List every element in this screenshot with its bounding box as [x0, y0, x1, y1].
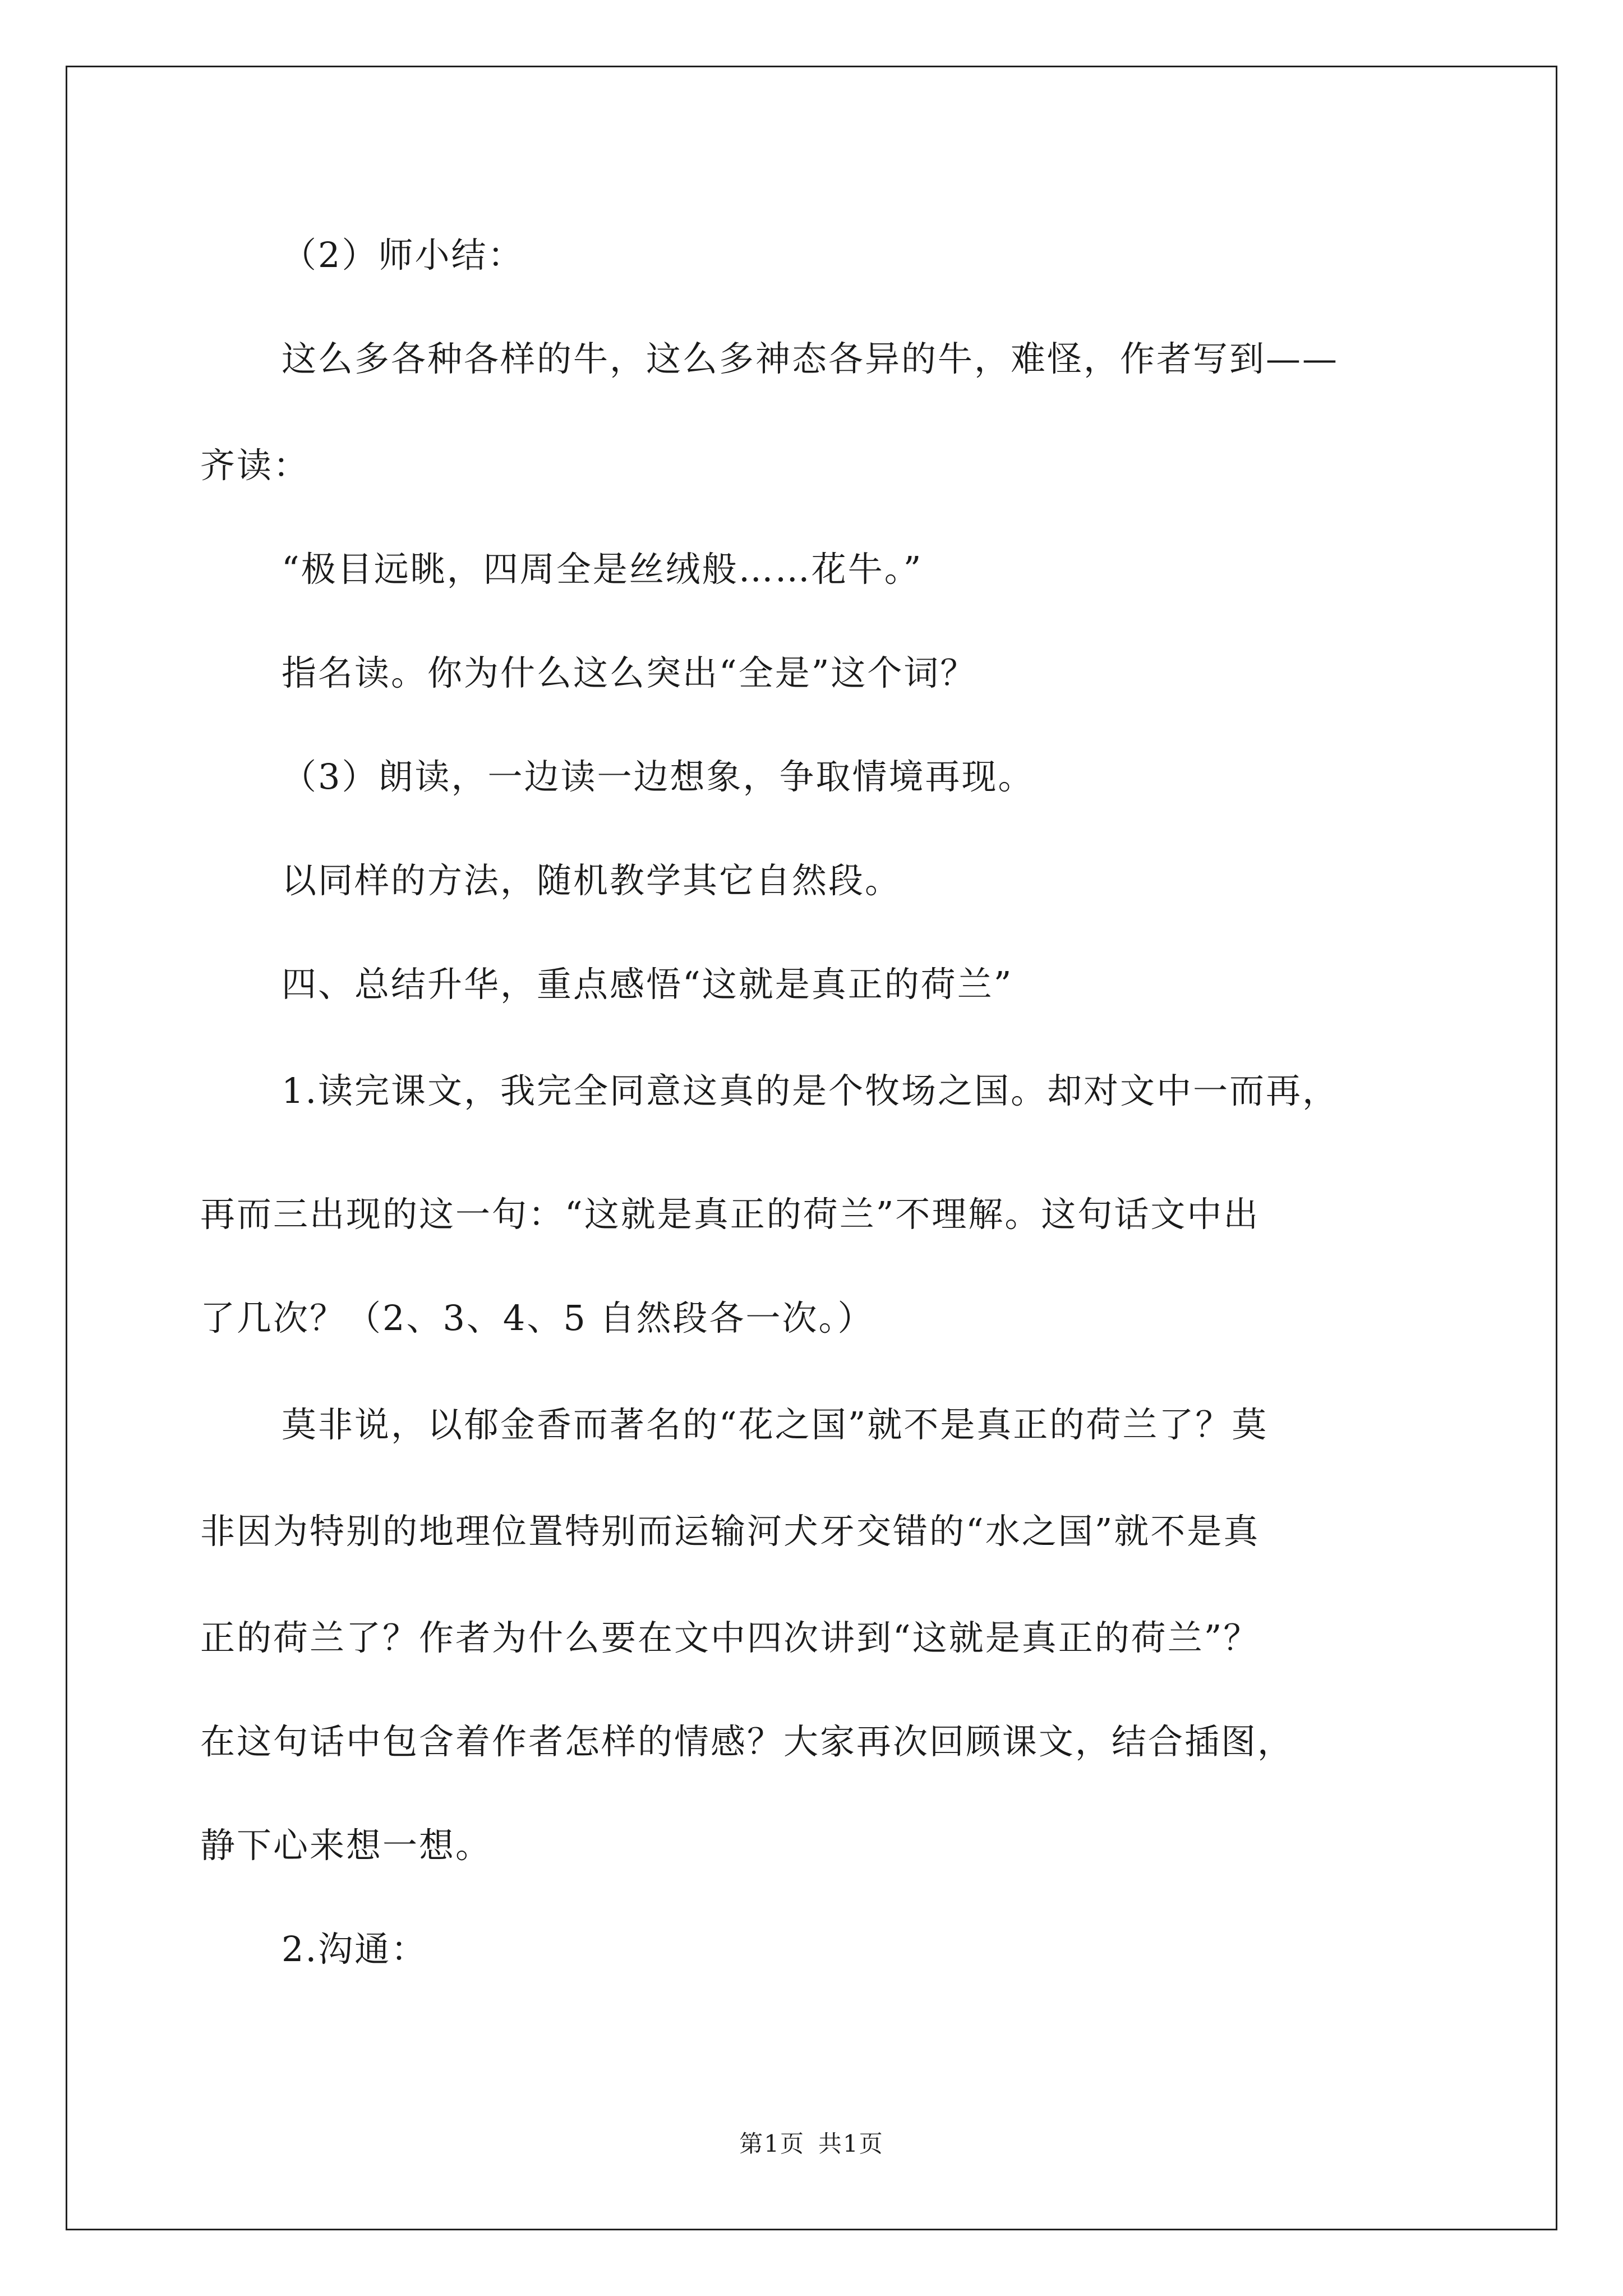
paragraph-line: 2.沟通： — [282, 1929, 428, 1970]
page-total: 共1页 — [818, 2130, 884, 2157]
paragraph-line: 正的荷兰了？作者为什么要在文中四次讲到“这就是真正的荷兰”？ — [200, 1617, 1260, 1658]
page-footer — [0, 2127, 1623, 2161]
paragraph-line: 这么多各种各样的牛，这么多神态各异的牛，难怪，作者写到—— — [282, 338, 1339, 379]
paragraph-line: 静下心来想一想。 — [200, 1825, 492, 1866]
page-number: 第1页 — [739, 2130, 805, 2157]
section-heading: 四、总结升华，重点感悟“这就是真正的荷兰” — [282, 964, 1013, 1005]
paragraph-line: 指名读。你为什么这么突出“全是”这个词？ — [282, 652, 977, 693]
paragraph-line: 非因为特别的地理位置特别而运输河犬牙交错的“水之国”就不是真 — [200, 1511, 1260, 1552]
paragraph-line: 了几次？（2、3、4、5 自然段各一次。） — [200, 1297, 874, 1338]
paragraph-line: 莫非说，以郁金香而著名的“花之国”就不是真正的荷兰了？莫 — [282, 1404, 1269, 1445]
paragraph-line: （2）师小结： — [282, 234, 524, 275]
page-border — [66, 66, 1557, 2230]
paragraph-line: 再而三出现的这一句：“这就是真正的荷兰”不理解。这句话文中出 — [200, 1194, 1260, 1235]
paragraph-line: （3）朗读，一边读一边想象，争取情境再现。 — [282, 756, 1035, 797]
paragraph-line: 在这句话中包含着作者怎样的情感？大家再次回顾课文，结合插图， — [200, 1721, 1294, 1762]
paragraph-line: 1.读完课文，我完全同意这真的是个牧场之国。却对文中一而再， — [282, 1070, 1339, 1111]
paragraph-line: 以同样的方法，随机教学其它自然段。 — [282, 860, 902, 901]
paragraph-line: 齐读： — [200, 445, 310, 486]
paragraph-line: “极目远眺，四周全是丝绒般……花牛。” — [282, 549, 923, 590]
